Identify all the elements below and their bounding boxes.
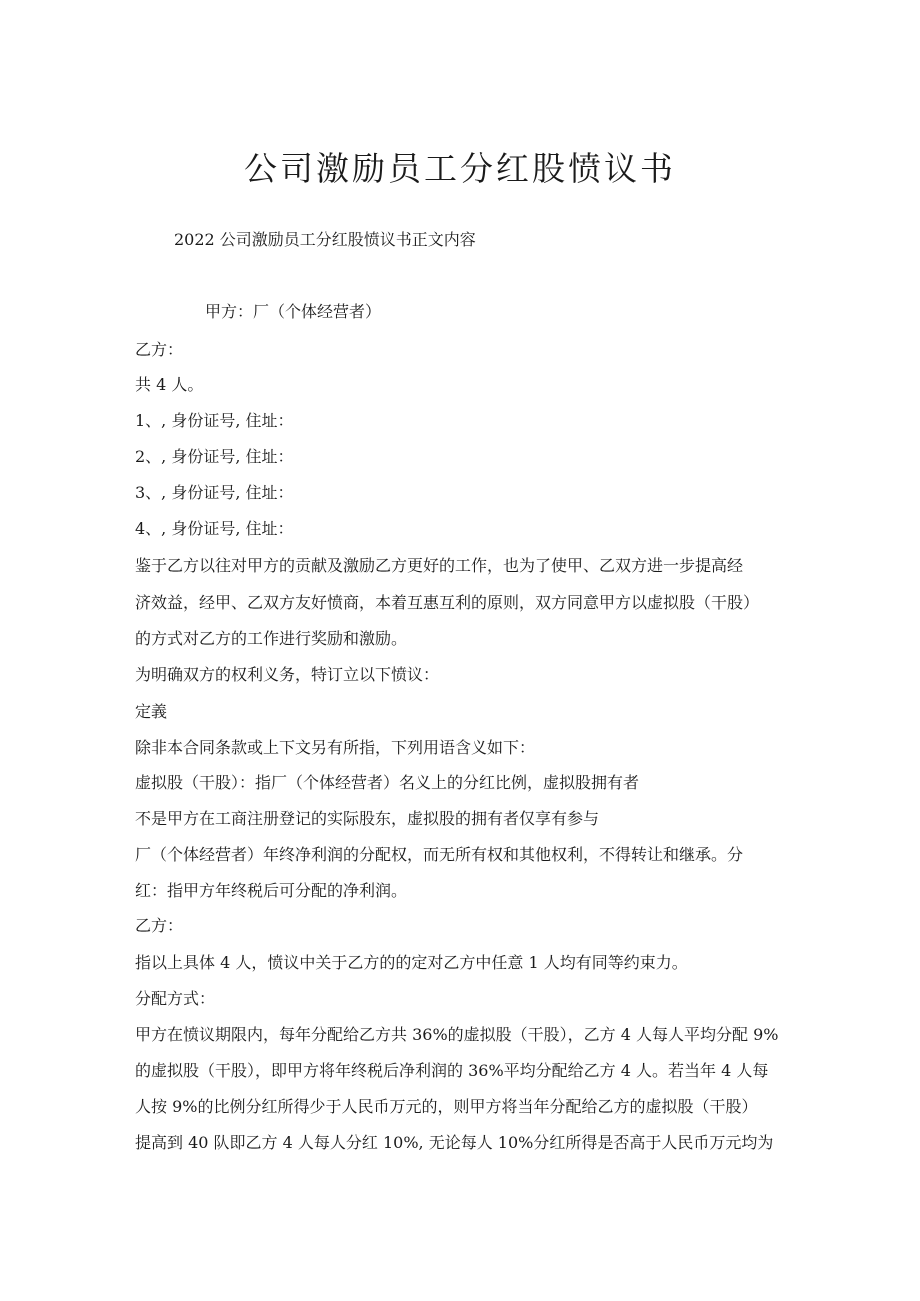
document-subtitle: 2022 公司激励员工分红股愤议书正文内容: [174, 230, 476, 249]
section-heading-party-b: 乙方：: [135, 916, 184, 935]
body-paragraph-line: 提高到 40 队即乙方 4 人每人分红 10%, 无论每人 10%分红所得是否高于人民币万元均为: [135, 1133, 774, 1152]
party-member-4: 4、, 身份证号, 住址：: [135, 519, 294, 538]
party-member-3: 3、, 身份证号, 住址：: [135, 483, 294, 502]
body-paragraph-line: 济效益，经甲、乙双方友好愤商，本着互惠互利的原则，双方同意甲方以虚拟股（干股）: [135, 593, 760, 612]
body-paragraph-line: 厂（个体经营者）年终净利润的分配权，而无所有权和其他权利，不得转让和继承。分: [135, 845, 744, 864]
party-member-2: 2、, 身份证号, 住址：: [135, 447, 294, 466]
body-paragraph-line: 不是甲方在工商注册登记的实际股东，虚拟股的拥有者仅享有参与: [135, 809, 600, 828]
section-heading-distribution: 分配方式：: [135, 989, 216, 1008]
body-paragraph-line: 除非本合同条款或上下文另有所指，下列用语含义如下：: [135, 738, 536, 757]
body-paragraph-line: 红：指甲方年终税后可分配的净利润。: [135, 881, 408, 900]
section-heading-definitions: 定義: [135, 702, 168, 721]
party-count: 共 4 人。: [135, 375, 204, 394]
body-paragraph-line: 为明确双方的权利义务，特订立以下愤议：: [135, 665, 440, 684]
party-a-line: 甲方：厂（个体经营者）: [205, 302, 382, 321]
body-paragraph-line: 虚拟股（干股）：指厂（个体经营者）名义上的分红比例，虚拟股拥有者: [135, 773, 640, 792]
body-paragraph-line: 的虚拟股（干股），即甲方将年终税后净利润的 36%平均分配给乙方 4 人。若当年 4 人每: [135, 1061, 769, 1080]
party-b-heading: 乙方：: [135, 340, 184, 359]
body-paragraph-line: 的方式对乙方的工作进行奖励和激励。: [135, 629, 408, 648]
body-paragraph-line: 鉴于乙方以往对甲方的贡献及激励乙方更好的工作，也为了使甲、乙双方进一步提高经: [135, 556, 744, 575]
document-title: 公司激励员工分红股愤议书: [244, 149, 676, 188]
body-paragraph-line: 指以上具体 4 人，愤议中关于乙方的的定对乙方中任意 1 人均有同等约束力。: [135, 953, 688, 972]
party-member-1: 1、, 身份证号, 住址：: [135, 411, 294, 430]
body-paragraph-line: 甲方在愤议期限内，每年分配给乙方共 36%的虚拟股（干股），乙方 4 人每人平均分配 9%: [135, 1025, 779, 1044]
body-paragraph-line: 人按 9%的比例分红所得少于人民币万元的，则甲方将当年分配给乙方的虚拟股（干股）: [135, 1097, 758, 1116]
